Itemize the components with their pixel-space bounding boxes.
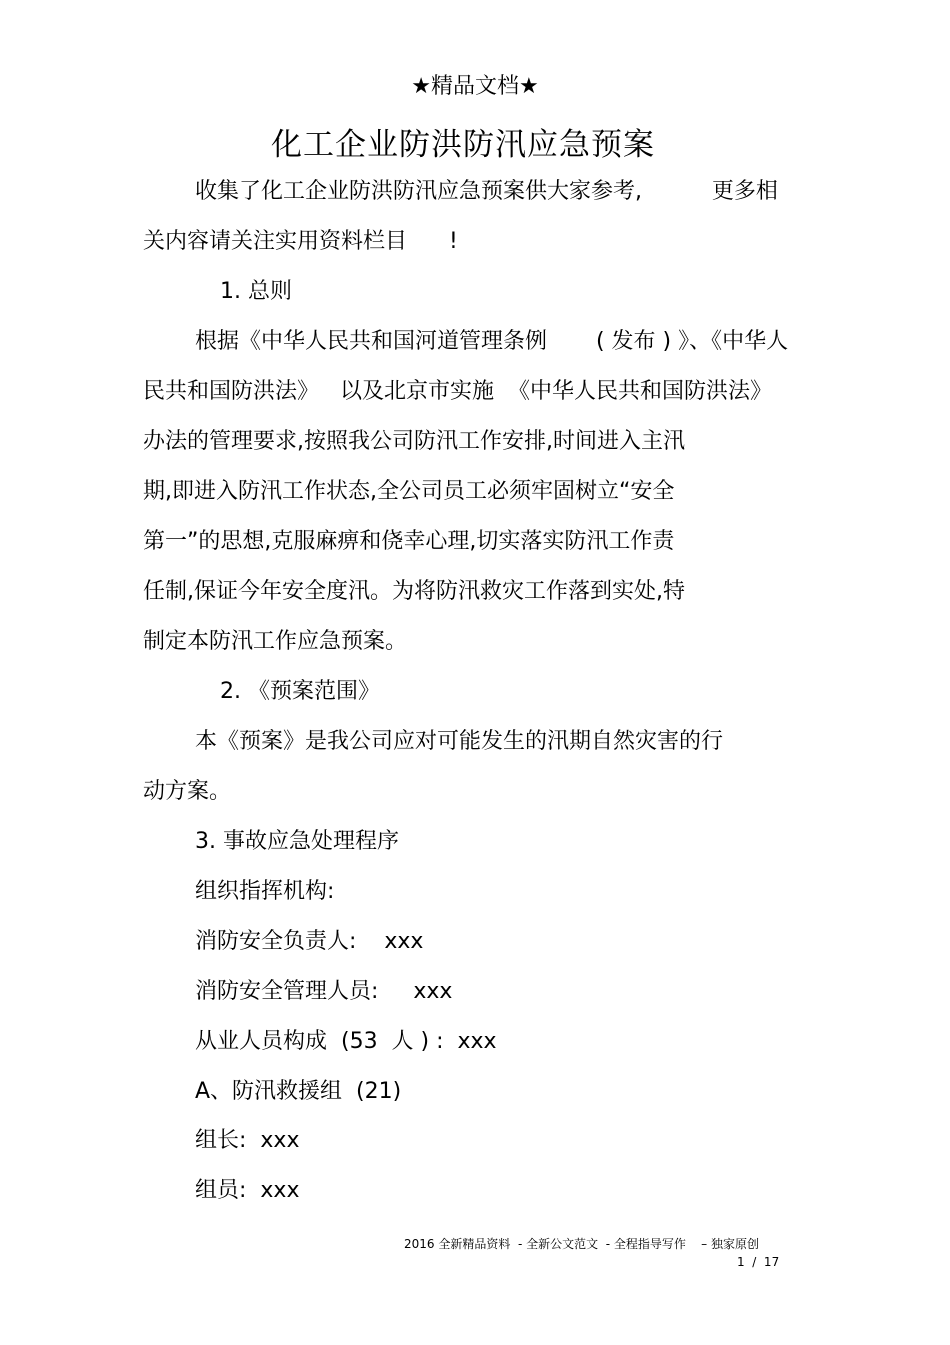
body-line: 组织指挥机构: <box>195 879 335 904</box>
body-line: 消防安全管理人员: xxx <box>195 979 453 1004</box>
body-line: 期,即进入防汛工作状态,全公司员工必须牢固树立“安全 <box>143 479 675 504</box>
body-line: 消防安全负责人: xxx <box>195 929 424 954</box>
header-mark: ★精品文档★ <box>411 74 539 99</box>
body-line: 民共和国防洪法》 以及北京市实施 《中华人民共和国防洪法》 <box>143 379 772 404</box>
body-line: 收集了化工企业防洪防汛应急预案供大家参考, 更多相 <box>195 179 778 204</box>
section-heading: 1. 总则 <box>220 279 292 304</box>
page-number: 1 / 17 <box>737 1255 780 1269</box>
body-line: 根据《中华人民共和国河道管理条例 ( 发布 ) 》、《中华人 <box>195 329 789 354</box>
body-line: 本《预案》是我公司应对可能发生的汛期自然灾害的行 <box>195 729 724 754</box>
body-line: 组长: xxx <box>195 1128 300 1153</box>
footer-text: 2016 全新精品资料 - 全新公文范文 - 全程指导写作 – 独家原创 <box>404 1237 759 1251</box>
body-line: 任制,保证今年安全度汛。为将防汛救灾工作落到实处,特 <box>143 579 685 604</box>
body-line: 从业人员构成 (53 人 ) : xxx <box>195 1029 497 1054</box>
section-heading: 3. 事故应急处理程序 <box>195 829 399 854</box>
section-heading: 2. 《预案范围》 <box>220 679 380 704</box>
body-line: 第一”的思想,克服麻痹和侥幸心理,切实落实防汛工作责 <box>143 529 675 554</box>
body-line: 动方案。 <box>143 779 232 804</box>
body-line: 制定本防汛工作应急预案。 <box>143 629 408 654</box>
body-line: A、防汛救援组 (21) <box>195 1079 402 1104</box>
body-line: 组员: xxx <box>195 1178 300 1203</box>
page-title: 化工企业防洪防汛应急预案 <box>271 127 655 163</box>
body-line: 办法的管理要求,按照我公司防汛工作安排,时间进入主汛 <box>143 429 685 454</box>
body-line: 关内容请关注实用资料栏目 ! <box>143 229 458 254</box>
